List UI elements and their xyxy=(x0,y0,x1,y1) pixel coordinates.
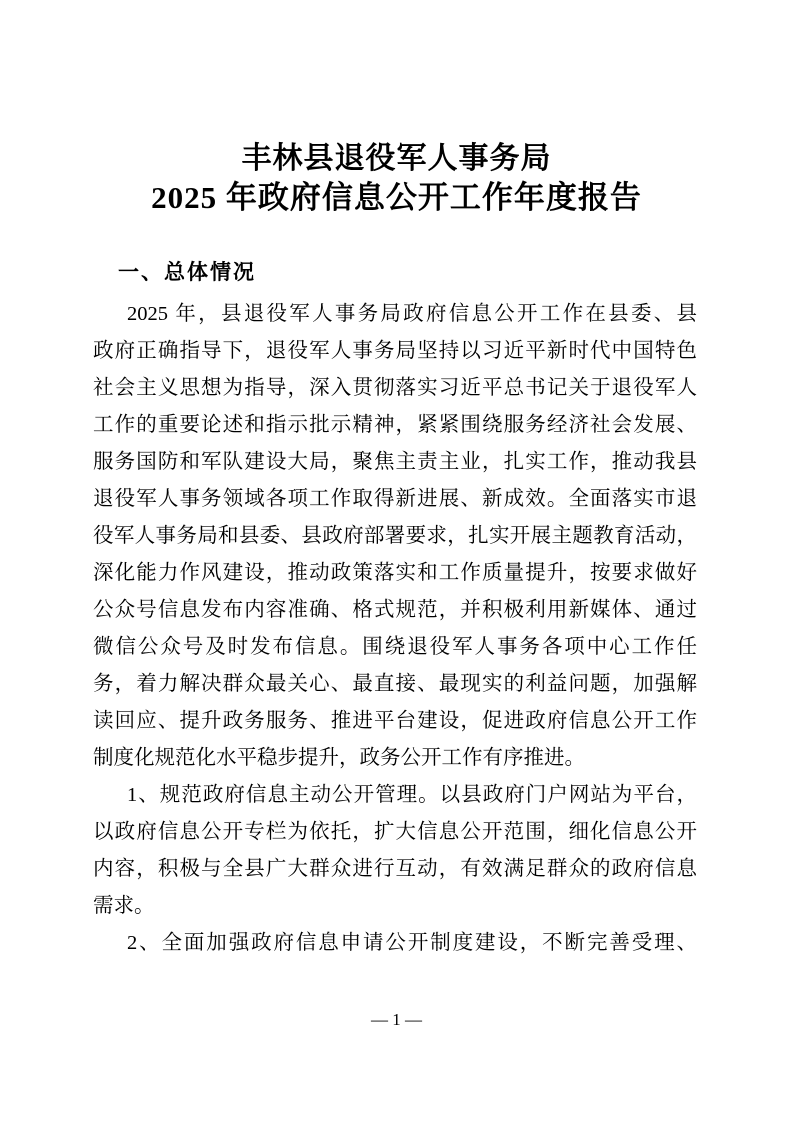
body-line: 读回应、提升政务服务、推进平台建设，促进政府信息公开工作 xyxy=(93,710,697,732)
body-line: 制度化规范化水平稳步提升，政务公开工作有序推进。 xyxy=(93,747,585,769)
body-line: 微信公众号及时发布信息。围绕退役军人事务各项中心工作任 xyxy=(93,636,697,658)
document-title xyxy=(0,139,793,218)
document-body xyxy=(93,296,697,962)
body-line: 务，着力解决群众最关心、最直接、最现实的利益问题，加强解 xyxy=(93,673,697,695)
body-line: 1、规范政府信息主动公开管理。以县政府门户网站为平台， xyxy=(127,784,697,806)
document-title-line2: 2025 年政府信息公开工作年度报告 xyxy=(151,180,642,215)
body-line: 工作的重要论述和指示批示精神，紧紧围绕服务经济社会发展、 xyxy=(93,414,697,436)
body-line: 服务国防和军队建设大局，聚焦主责主业，扎实工作，推动我县 xyxy=(93,451,697,473)
document-title-line1: 丰林县退役军人事务局 xyxy=(241,142,552,175)
body-line: 内容，积极与全县广大群众进行互动，有效满足群众的政府信息 xyxy=(93,858,697,880)
body-line: 需求。 xyxy=(93,895,155,917)
body-line: 公众号信息发布内容准确、格式规范，并积极利用新媒体、通过 xyxy=(93,599,697,621)
page-number: — 1 — xyxy=(371,1010,422,1029)
body-line: 役军人事务局和县委、县政府部署要求，扎实开展主题教育活动， xyxy=(93,525,697,547)
body-line: 社会主义思想为指导，深入贯彻落实习近平总书记关于退役军人 xyxy=(93,377,697,399)
body-line: 政府正确指导下，退役军人事务局坚持以习近平新时代中国特色 xyxy=(93,340,697,362)
body-line: 2025 年，县退役军人事务局政府信息公开工作在县委、县 xyxy=(127,303,697,325)
body-line: 深化能力作风建设，推动政策落实和工作质量提升，按要求做好 xyxy=(93,562,697,584)
page-footer xyxy=(0,1010,793,1030)
section-heading: 一、总体情况 xyxy=(118,261,256,284)
body-line: 2、全面加强政府信息申请公开制度建设，不断完善受理、 xyxy=(127,932,697,954)
body-line: 以政府信息公开专栏为依托，扩大信息公开范围，细化信息公开 xyxy=(93,821,697,843)
body-line: 退役军人事务领域各项工作取得新进展、新成效。全面落实市退 xyxy=(93,488,697,510)
